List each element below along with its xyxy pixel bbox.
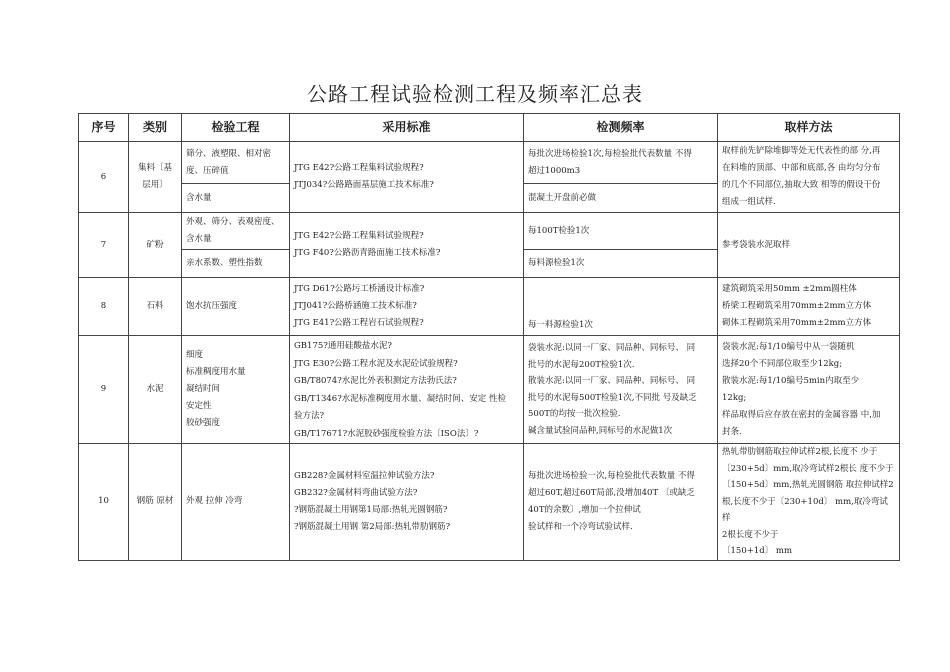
row-category: 集料〔基 层用〕	[129, 142, 182, 213]
row-item: 含水量	[182, 184, 290, 213]
row-standard: JTG E42?公路工程集料试验规程? JTJ034?公路路面基层施工技术标准?	[290, 142, 524, 213]
row-sampling: 袋装水泥:每1/10编号中从一袋随机 选择20个不同部位取至少12kg; 散装水泥:每1/10编号5min内取至少 12kg; 样品取得后应存放在密封的金属容器 中,加 封条.	[718, 336, 900, 444]
row-frequency: 每100T检验1次	[524, 213, 718, 250]
table-row	[79, 336, 900, 444]
table-row	[79, 278, 900, 336]
row-sampling: 参考袋装水泥取样	[718, 213, 900, 278]
table-row	[79, 142, 900, 184]
row-frequency: 袋装水泥:以同一厂家、同品种、同标号、 同 批号的水泥每200T检验1次. 散装水泥:以同一厂家、同品种、同标号、 同 批号的水泥每500T检验1次,不同批 号及缺乏 500T的均按一批次检验. 碱含量试验同品种,同标号的水泥做1次	[524, 336, 718, 444]
row-category: 石料	[129, 278, 182, 336]
frequency-summary-table	[78, 113, 900, 561]
row-standard: JTG E42?公路工程集料试验规程? JTG F40?公路沥青路面施工技术标准?	[290, 213, 524, 278]
table-row	[79, 444, 900, 561]
row-frequency: 每一料源检验1次	[524, 278, 718, 336]
row-no: 6	[79, 142, 129, 213]
row-no: 9	[79, 336, 129, 444]
row-sampling: 建筑砌筑采用50mm ±2mm圆柱体 桥梁工程砌筑采用70mm±2mm立方体 砌体工程砌筑采用70mm±2mm立方体	[718, 278, 900, 336]
header-frequency: 检测频率	[524, 114, 718, 142]
page-title: 公路工程试验检测工程及频率汇总表	[307, 82, 643, 106]
row-item: 筛分、液塑限、相对密 度、压碎值	[182, 142, 290, 184]
row-frequency: 每料源检验1次	[524, 250, 718, 278]
row-standard: GB175?通用硅酸盐水泥? JTG E30?公路工程水泥及水泥砼试验规程? GB/T8074?水泥比外表积测定方法勃氏法? GB/T1346?水泥标准稠度用水量、凝结时间、安定 性检 验方法? GB/T17671?水泥胶砂强度检验方法〔ISO法〕?	[290, 336, 524, 444]
row-item: 外观 拉伸 冷弯	[182, 444, 290, 561]
row-no: 8	[79, 278, 129, 336]
row-category: 水泥	[129, 336, 182, 444]
row-no: 10	[79, 444, 129, 561]
row-item: 外观、筛分、表观密度、 含水量	[182, 213, 290, 250]
row-frequency: 每批次进场检验一次,每检验批代表数量 不得 超过60T,超过60T局部,没增加40T 〔或缺乏 40T的余数〕,增加一个拉伸试 验试样和一个冷弯试验试样.	[524, 444, 718, 561]
header-no: 序号	[79, 114, 129, 142]
row-standard: GB228?金属材料室温拉伸试验方法? GB232?金属材料弯曲试验方法? ?钢筋混凝土用钢第1局部:热轧光圆钢筋? ?钢筋混凝土用钢 第2局部:热轧带肋钢筋?	[290, 444, 524, 561]
row-standard: JTG D61?公路圬工桥涵设计标准? JTJ041?公路桥涵施工技术标准? JTG E41?公路工程岩石试验规程?	[290, 278, 524, 336]
row-sampling: 热轧带肋钢筋取拉伸试样2根,长度不 少于 〔230+5d〕mm,取冷弯试样2根长 度不少于 〔150+5d〕mm,热轧光圆钢筋 取拉伸试样2 根,长度不少于〔230+10d〕 mm,取冷弯试样 2根长度不少于 〔150+1d〕 mm	[718, 444, 900, 561]
header-items: 检验工程	[182, 114, 290, 142]
row-item: 细度 标准稠度用水量 凝结时间 安定性 胶砂强度	[182, 336, 290, 444]
table-row	[79, 213, 900, 250]
row-category: 矿粉	[129, 213, 182, 278]
row-category: 钢筋 原材	[129, 444, 182, 561]
header-standard: 采用标准	[290, 114, 524, 142]
row-frequency: 每批次进场检验1次,每检验批代表数量 不得 超过1000m3	[524, 142, 718, 184]
row-item: 亲水系数、塑性指数	[182, 250, 290, 278]
header-sampling: 取样方法	[718, 114, 900, 142]
row-frequency: 混凝土开盘前必做	[524, 184, 718, 213]
row-sampling: 取样前先铲除堆脚等处无代表性的部 分,再 在料堆的顶部、中部和底部,各 由均匀分布 的几个不同部位,抽取大致 相等的假设干份 组成一组试样.	[718, 142, 900, 213]
header-category: 类别	[129, 114, 182, 142]
table-header-row	[79, 114, 900, 142]
row-no: 7	[79, 213, 129, 278]
row-item: 饱水抗压强度	[182, 278, 290, 336]
